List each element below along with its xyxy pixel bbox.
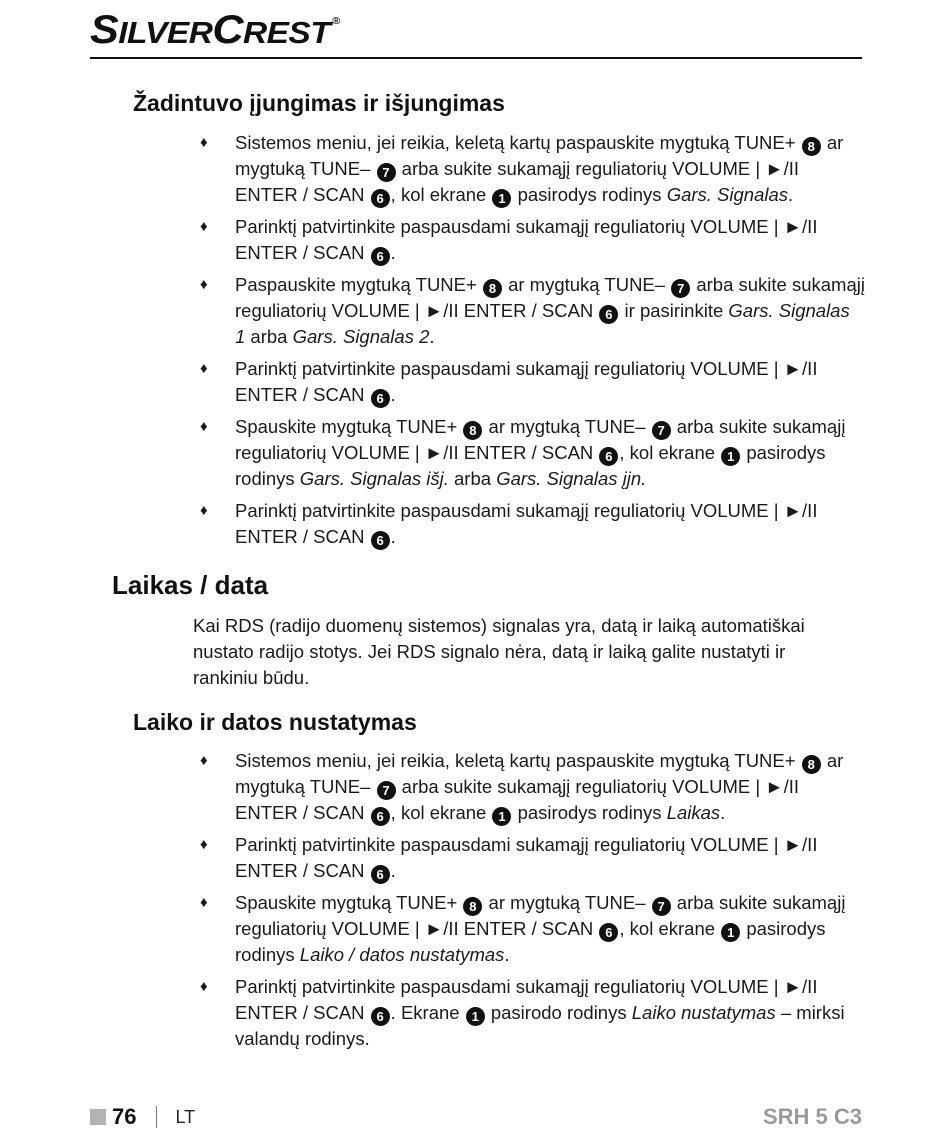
number-badge-icon: 1 — [721, 447, 740, 466]
display-text: Gars. Signalas 1 — [235, 300, 850, 347]
step-text: – mirksi valandų rodinys. — [235, 1002, 845, 1049]
diamond-bullet-icon: ♦ — [200, 418, 208, 435]
number-badge-icon: 8 — [463, 421, 482, 440]
footer-page-info — [90, 1104, 195, 1130]
section-heading-time-setting: Laiko ir datos nustatymas — [133, 709, 417, 735]
brand-initial-c: C — [212, 8, 244, 52]
step-text: ar mygtuką TUNE– — [483, 416, 651, 437]
step-text: . — [390, 526, 396, 547]
step-item — [200, 498, 865, 550]
step-text: Parinktį patvirtinkite paspausdami sukamąjį reguliatorių VOLUME | ►/II ENTER / SCAN — [235, 500, 818, 547]
step-text: Spauskite mygtuką TUNE+ — [235, 416, 463, 437]
step-text: Parinktį patvirtinkite paspausdami sukamąjį reguliatorių VOLUME | ►/II ENTER / SCAN — [235, 976, 818, 1023]
step-text: , kol ekrane — [390, 802, 492, 823]
footer-square-icon — [90, 1109, 106, 1125]
brand-part-ilver: ILVER — [118, 15, 213, 50]
display-text: Gars. Signalas — [666, 184, 789, 205]
display-text: Gars. Signalas įjn. — [496, 468, 647, 489]
step-text: Sistemos meniu, jei reikia, keletą kartų paspauskite mygtuką TUNE+ — [235, 750, 801, 771]
number-badge-icon: 6 — [371, 807, 390, 826]
display-text: Gars. Signalas 2 — [292, 326, 430, 347]
step-text: . — [720, 802, 726, 823]
diamond-bullet-icon: ♦ — [200, 360, 208, 377]
step-text: pasirodys rodinys — [512, 802, 667, 823]
step-text: . — [390, 384, 396, 405]
number-badge-icon: 6 — [371, 1007, 390, 1026]
display-text: Laiko nustatymas — [631, 1002, 776, 1023]
model-name: SRH 5 C3 — [762, 1104, 862, 1129]
step-text: Paspauskite mygtuką TUNE+ — [235, 274, 482, 295]
number-badge-icon: 6 — [371, 389, 390, 408]
step-text: pasirodys rodinys — [235, 442, 826, 489]
step-item — [200, 130, 865, 208]
header-rule — [90, 57, 862, 59]
time-setting-steps-list — [200, 748, 865, 1058]
page-number: 76 — [112, 1104, 137, 1129]
number-badge-icon: 8 — [802, 755, 821, 774]
step-text: , kol ekrane — [619, 442, 721, 463]
diamond-bullet-icon: ♦ — [200, 276, 208, 293]
step-text: Parinktį patvirtinkite paspausdami sukamąjį reguliatorių VOLUME | ►/II ENTER / SCAN — [235, 834, 818, 881]
step-item — [200, 832, 865, 884]
diamond-bullet-icon: ♦ — [200, 218, 208, 235]
step-text: ar mygtuką TUNE– — [483, 892, 651, 913]
step-item — [200, 272, 865, 350]
step-item — [200, 890, 865, 968]
step-text: , kol ekrane — [390, 184, 492, 205]
step-text: , kol ekrane — [619, 918, 721, 939]
step-text: Parinktį patvirtinkite paspausdami sukamąjį reguliatorių VOLUME | ►/II ENTER / SCAN — [235, 216, 818, 263]
number-badge-icon: 6 — [599, 447, 618, 466]
step-text: pasirodys rodinys — [512, 184, 667, 205]
step-text: . — [390, 242, 396, 263]
alarm-steps-list — [200, 130, 865, 556]
step-text: ar mygtuką TUNE– — [235, 132, 844, 179]
step-item — [200, 214, 865, 266]
step-text: Spauskite mygtuką TUNE+ — [235, 892, 463, 913]
step-text: . — [429, 326, 435, 347]
step-text: pasirodys rodinys — [235, 918, 826, 965]
step-text: pasirodo rodinys — [485, 1002, 632, 1023]
step-text: . — [504, 944, 510, 965]
section-heading-alarm: Žadintuvo įjungimas ir išjungimas — [133, 90, 505, 116]
step-text: . — [390, 860, 396, 881]
number-badge-icon: 8 — [483, 279, 502, 298]
diamond-bullet-icon: ♦ — [200, 894, 208, 911]
step-item — [200, 356, 865, 408]
display-text: Laiko / datos nustatymas — [299, 944, 505, 965]
step-text: arba sukite sukamąjį reguliatorių VOLUME | ►/II ENTER / SCAN — [235, 892, 846, 939]
brand-initial-s: S — [90, 8, 119, 52]
step-text: ar mygtuką TUNE– — [502, 274, 671, 295]
brand-part-rest: REST — [243, 15, 331, 50]
diamond-bullet-icon: ♦ — [200, 502, 208, 519]
step-text: ir pasirinkite — [619, 300, 729, 321]
number-badge-icon: 8 — [802, 137, 821, 156]
number-badge-icon: 7 — [377, 781, 396, 800]
number-badge-icon: 6 — [371, 189, 390, 208]
step-text: . — [788, 184, 794, 205]
step-text: ar mygtuką TUNE– — [235, 750, 844, 797]
step-text: . Ekrane — [390, 1002, 465, 1023]
step-text: Sistemos meniu, jei reikia, keletą kartų paspauskite mygtuką TUNE+ — [235, 132, 801, 153]
display-text: Gars. Signalas išj. — [299, 468, 449, 489]
diamond-bullet-icon: ♦ — [200, 752, 208, 769]
diamond-bullet-icon: ♦ — [200, 978, 208, 995]
diamond-bullet-icon: ♦ — [200, 134, 208, 151]
step-item — [200, 974, 865, 1052]
step-text: arba — [245, 326, 293, 347]
step-text: arba sukite sukamąjį reguliatorių VOLUME | ►/II ENTER / SCAN — [235, 274, 865, 321]
number-badge-icon: 1 — [721, 923, 740, 942]
number-badge-icon: 7 — [671, 279, 690, 298]
step-text: arba sukite sukamąjį reguliatorių VOLUME | ►/II ENTER / SCAN — [235, 776, 800, 823]
number-badge-icon: 1 — [492, 807, 511, 826]
number-badge-icon: 1 — [492, 189, 511, 208]
number-badge-icon: 6 — [599, 923, 618, 942]
brand-registered-mark: ® — [332, 16, 340, 27]
number-badge-icon: 6 — [371, 531, 390, 550]
number-badge-icon: 6 — [371, 247, 390, 266]
section-heading-time-date: Laikas / data — [112, 570, 269, 600]
display-text: Laikas — [666, 802, 721, 823]
footer-divider — [156, 1106, 157, 1128]
number-badge-icon: 8 — [463, 897, 482, 916]
step-text: arba sukite sukamąjį reguliatorių VOLUME | ►/II ENTER / SCAN — [235, 416, 846, 463]
number-badge-icon: 7 — [652, 897, 671, 916]
step-text: arba sukite sukamąjį reguliatorių VOLUME | ►/II ENTER / SCAN — [235, 158, 800, 205]
step-item — [200, 748, 865, 826]
number-badge-icon: 6 — [599, 305, 618, 324]
diamond-bullet-icon: ♦ — [200, 836, 208, 853]
step-text: Parinktį patvirtinkite paspausdami sukamąjį reguliatorių VOLUME | ►/II ENTER / SCAN — [235, 358, 818, 405]
step-text: arba — [448, 468, 497, 489]
number-badge-icon: 7 — [652, 421, 671, 440]
number-badge-icon: 6 — [371, 865, 390, 884]
brand-logo — [90, 8, 340, 53]
language-code: LT — [175, 1106, 196, 1127]
time-date-paragraph: Kai RDS (radijo duomenų sistemos) signalas yra, datą ir laiką automatiškai nustato radijo stotys. Jei RDS signalo nėra, datą ir laiką galite nustatyti ir rankiniu būdu. — [193, 615, 805, 688]
number-badge-icon: 1 — [466, 1007, 485, 1026]
step-item — [200, 414, 865, 492]
number-badge-icon: 7 — [377, 163, 396, 182]
